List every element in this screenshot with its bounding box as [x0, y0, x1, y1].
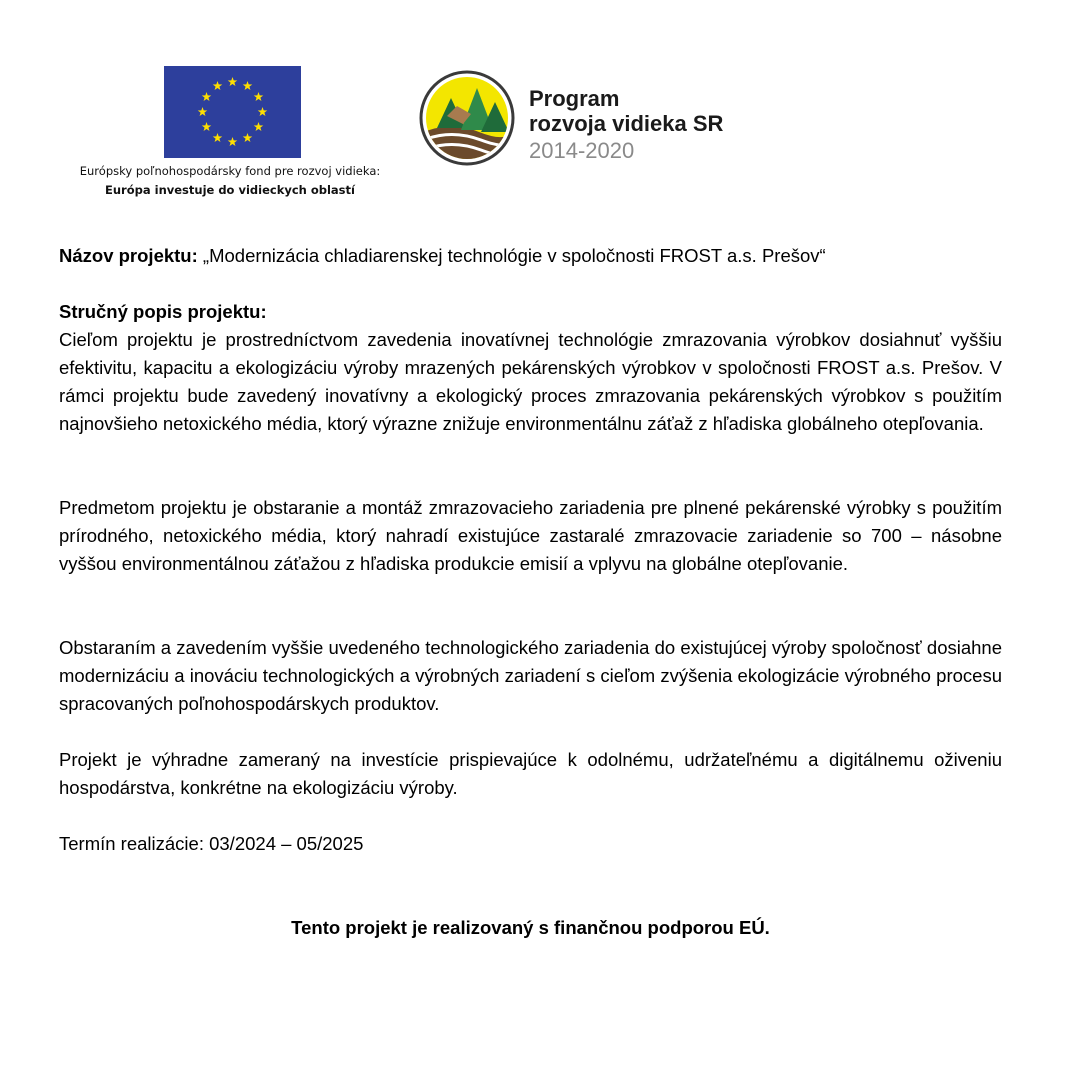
eu-caption-line1: Európsky poľnohospodársky fond pre rozvoj vidieka:	[79, 164, 381, 178]
paragraph-3: Obstaraním a zavedením vyššie uvedeného technologického zariadenia do existujúcej výroby spoločnosť dosiahne modernizáciu a inováciu technologických a výrobných zariadení s cieľom zvýšenia ekologizácie výrobného procesu spracovaných poľnohospodárskych produktov.	[59, 637, 1002, 714]
prv-title-line1: Program	[529, 86, 620, 111]
paragraph-1: Cieľom projektu je prostredníctvom zavedenia inovatívnej technológie zmrazovania výrobkov dosiahnuť vyššiu efektivitu, kapacitu a ekologizáciu výroby mrazených pekárenských výrobkov v spoločnosti FROST a.s. Prešov. V rámci projektu bude zavedený inovatívny a ekologický proces zmrazovania pekárenských výrobkov s použitím najnovšieho netoxického média, ktorý výrazne znižuje environmentálnu záťaž z hľadiska globálneho otepľovania.	[59, 329, 1002, 434]
description-heading: Stručný popis projektu:	[59, 301, 267, 322]
project-title-value: „Modernizácia chladiarenskej technológie v spoločnosti FROST a.s. Prešov“	[197, 245, 826, 266]
eu-flag-stars	[164, 66, 301, 158]
prv-emblem-logo	[419, 70, 515, 166]
paragraph-2: Predmetom projektu je obstaranie a montáž zmrazovacieho zariadenia pre plnené pekárenské výrobky s použitím prírodného, netoxického média, ktorý nahradí existujúce zastaralé zmrazovacie zariadenie so 700 – násobne vyššou environmentálnou záťažou z hľadiska produkcie emisií a vplyvu na globálne otepľovanie.	[59, 497, 1002, 574]
funding-note: Tento projekt je realizovaný s finančnou podporou EÚ.	[291, 917, 770, 938]
prv-title-years: 2014-2020	[529, 138, 635, 163]
eu-flag-logo	[164, 66, 301, 158]
paragraph-4: Projekt je výhradne zameraný na investície prispievajúce k odolnému, udržateľnému a digitálnemu oživeniu hospodárstva, konkrétne na ekologizáciu výroby.	[59, 749, 1002, 798]
project-title	[59, 242, 1002, 270]
prv-title-line2: rozvoja vidieka SR	[529, 111, 724, 136]
eu-caption-line2: Európa investuje do vidieckych oblastí	[105, 183, 355, 197]
realization-term: Termín realizácie: 03/2024 – 05/2025	[59, 833, 364, 854]
project-title-label: Názov projektu:	[59, 245, 198, 266]
